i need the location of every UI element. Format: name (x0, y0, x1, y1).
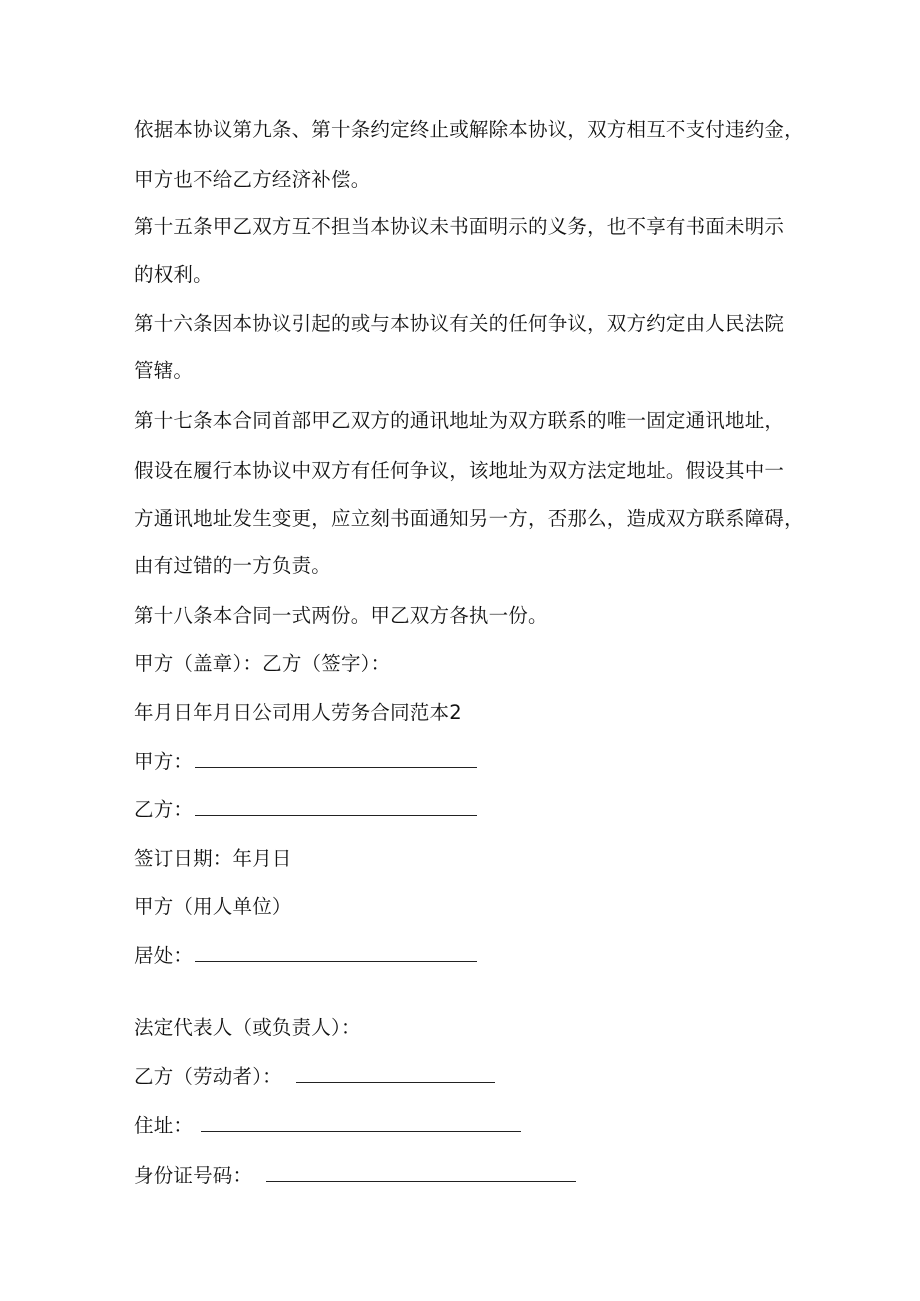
party-a-label: 甲方： (134, 750, 194, 773)
party-a-employer-label: 甲方（用人单位） (134, 895, 292, 918)
signature-line: 甲方（盖章）：乙方（签字）： (134, 652, 391, 675)
party-b-label: 乙方： (134, 798, 194, 821)
text-line: 第十六条因本协议引起的或与本协议有关的任何争议，双方约定由人民法院 (134, 312, 785, 335)
text-line: 由有过错的一方负责。 (134, 554, 332, 577)
text-line: 第十五条甲乙双方互不担当本协议未书面明示的义务，也不享有书面未明示 (134, 215, 785, 238)
id-number-blank[interactable] (266, 1169, 576, 1182)
date-and-title-line: 年月日年月日公司用人劳务合同范本2 (134, 701, 462, 724)
text-line: 管辖。 (134, 359, 194, 382)
party-a-row (134, 749, 477, 775)
id-number-label: 身份证号码： (134, 1164, 253, 1187)
text-line: 第十七条本合同首部甲乙双方的通讯地址为双方联系的唯一固定通讯地址， (134, 409, 785, 432)
party-b-blank[interactable] (195, 803, 477, 816)
residence-blank[interactable] (195, 949, 477, 962)
text-line: 的权利。 (134, 263, 213, 286)
party-b-row (134, 797, 477, 823)
id-number-row (134, 1163, 576, 1189)
residence-row (134, 943, 477, 969)
text-line: 依据本协议第九条、第十条约定终止或解除本协议，双方相互不支付违约金， (134, 118, 804, 141)
residence-label: 居处： (134, 944, 194, 967)
text-line: 甲方也不给乙方经济补偿。 (134, 168, 371, 191)
party-b-worker-blank[interactable] (296, 1070, 495, 1083)
party-b-worker-row (134, 1064, 495, 1090)
address-blank[interactable] (201, 1119, 521, 1132)
legal-rep-line: 法定代表人（或负责人）： (134, 1016, 361, 1039)
text-line: 假设在履行本协议中双方有任何争议，该地址为双方法定地址。假设其中一 (134, 459, 785, 482)
party-a-blank[interactable] (195, 755, 477, 768)
address-label: 住址： (134, 1114, 194, 1137)
sign-date-line: 签订日期：年月日 (134, 847, 292, 870)
party-b-worker-label: 乙方（劳动者）： (134, 1065, 282, 1088)
address-row (134, 1113, 521, 1139)
text-line: 方通讯地址发生变更，应立刻书面通知另一方，否那么，造成双方联系障碍， (134, 507, 804, 530)
text-line: 第十八条本合同一式两份。甲乙双方各执一份。 (134, 604, 548, 627)
